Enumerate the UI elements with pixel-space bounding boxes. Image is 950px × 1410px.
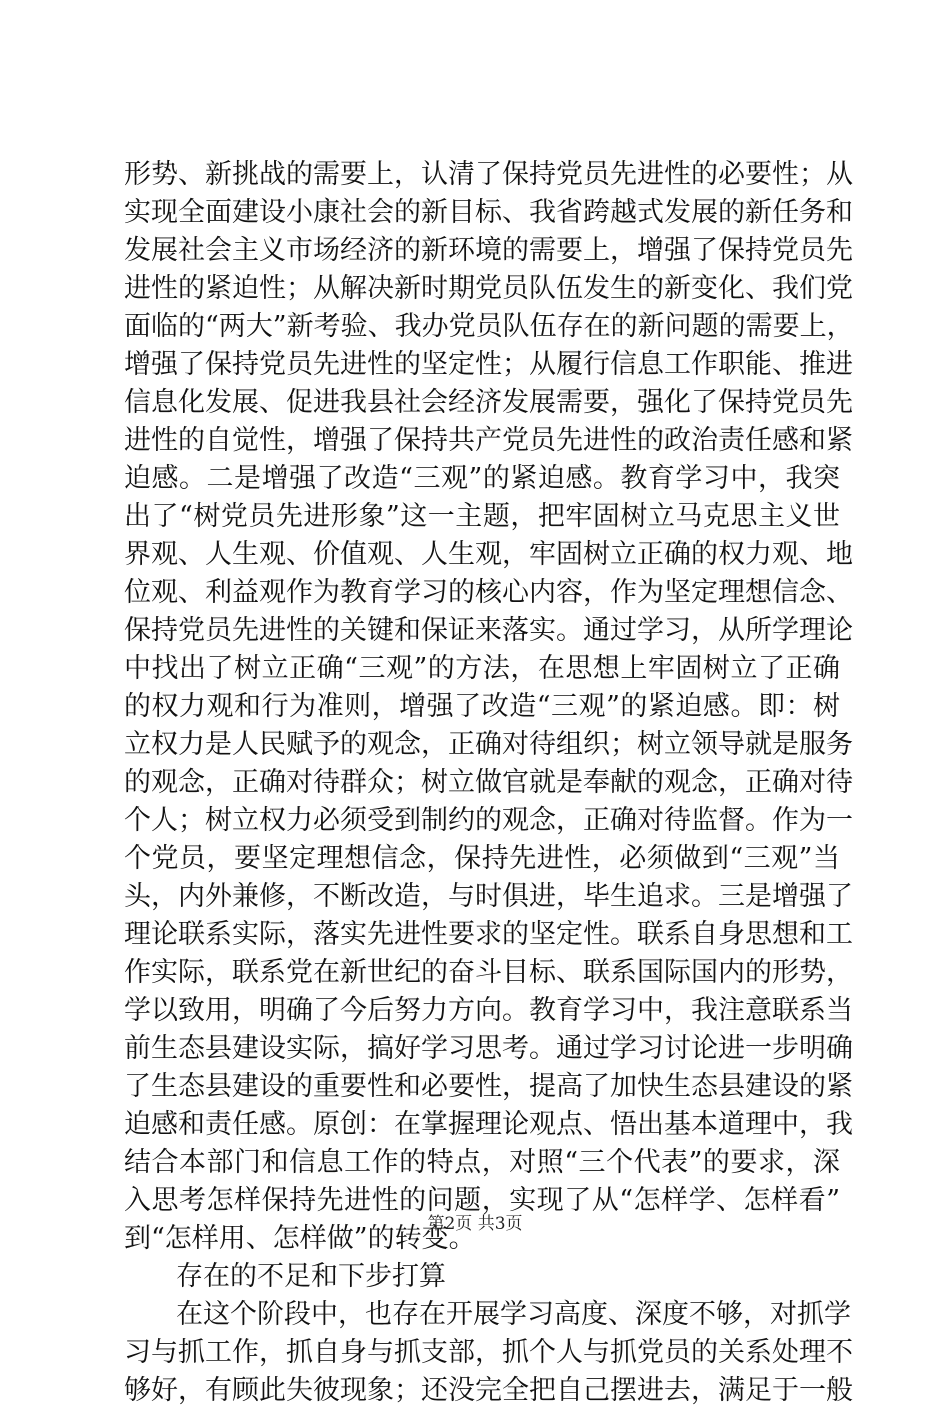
text-line: 个党员，要坚定理想信念，保持先进性，必须做到“三观”当: [124, 843, 840, 874]
text-line: 进性的自觉性，增强了保持共产党员先进性的政治责任感和紧: [124, 425, 853, 456]
text-line: 了生态县建设的重要性和必要性，提高了加快生态县建设的紧: [124, 1071, 853, 1102]
text-line: 个人；树立权力必须受到制约的观念，正确对待监督。作为一: [124, 805, 853, 836]
text-line: 学以致用，明确了今后努力方向。教育学习中，我注意联系当: [124, 995, 853, 1026]
text-line: 够好，有顾此失彼现象；还没完全把自己摆进去，满足于一般: [124, 1375, 853, 1406]
text-line: 结合本部门和信息工作的特点，对照“三个代表”的要求，深: [124, 1147, 840, 1178]
text-line: 作实际，联系党在新世纪的奋斗目标、联系国际国内的形势，: [124, 957, 853, 988]
text-line: 头，内外兼修，不断改造，与时俱进，毕生追求。三是增强了: [124, 881, 853, 912]
text-line: 习与抓工作，抓自身与抓支部，抓个人与抓党员的关系处理不: [124, 1337, 853, 1368]
text-line: 实现全面建设小康社会的新目标、我省跨越式发展的新任务和: [124, 197, 853, 228]
text-line: 面临的“两大”新考验、我办党员队伍存在的新问题的需要上，: [124, 311, 854, 342]
text-line: 增强了保持党员先进性的坚定性；从履行信息工作职能、推进: [124, 349, 853, 380]
text-line: 界观、人生观、价值观、人生观，牢固树立正确的权力观、地: [124, 539, 853, 570]
text-line: 信息化发展、促进我县社会经济发展需要，强化了保持党员先: [124, 387, 853, 418]
text-line: 立权力是人民赋予的观念，正确对待组织；树立领导就是服务: [124, 729, 853, 760]
text-line: 中找出了树立正确“三观”的方法，在思想上牢固树立了正确: [124, 653, 840, 684]
text-line: 进性的紧迫性；从解决新时期党员队伍发生的新变化、我们党: [124, 273, 853, 304]
text-line: 的权力观和行为准则，增强了改造“三观”的紧迫感。即：树: [124, 691, 840, 722]
text-line: 入思考怎样保持先进性的问题，实现了从“怎样学、怎样看”: [124, 1185, 840, 1216]
text-line: 前生态县建设实际，搞好学习思考。通过学习讨论进一步明确: [124, 1033, 853, 1064]
text-line: 迫感。二是增强了改造“三观”的紧迫感。教育学习中，我突: [124, 463, 840, 494]
text-line: 位观、利益观作为教育学习的核心内容，作为坚定理想信念、: [124, 577, 853, 608]
text-line: 形势、新挑战的需要上，认清了保持党员先进性的必要性；从: [124, 159, 853, 190]
text-line: 在这个阶段中，也存在开展学习高度、深度不够，对抓学: [176, 1299, 851, 1330]
text-line: 出了“树党员先进形象”这一主题，把牢固树立马克思主义世: [124, 501, 840, 532]
text-line: 理论联系实际，落实先进性要求的坚定性。联系自身思想和工: [124, 919, 853, 950]
text-line: 到“怎样用、怎样做”的转变。: [124, 1223, 476, 1254]
text-line: 发展社会主义市场经济的新环境的需要上，增强了保持党员先: [124, 235, 853, 266]
section-heading: 存在的不足和下步打算: [176, 1261, 446, 1292]
page-footer: 第2页 共3页: [427, 1214, 523, 1234]
text-line: 迫感和责任感。原创：在掌握理论观点、悟出基本道理中，我: [124, 1109, 853, 1140]
text-line: 保持党员先进性的关键和保证来落实。通过学习，从所学理论: [124, 615, 853, 646]
text-line: 的观念，正确对待群众；树立做官就是奉献的观念，正确对待: [124, 767, 853, 798]
